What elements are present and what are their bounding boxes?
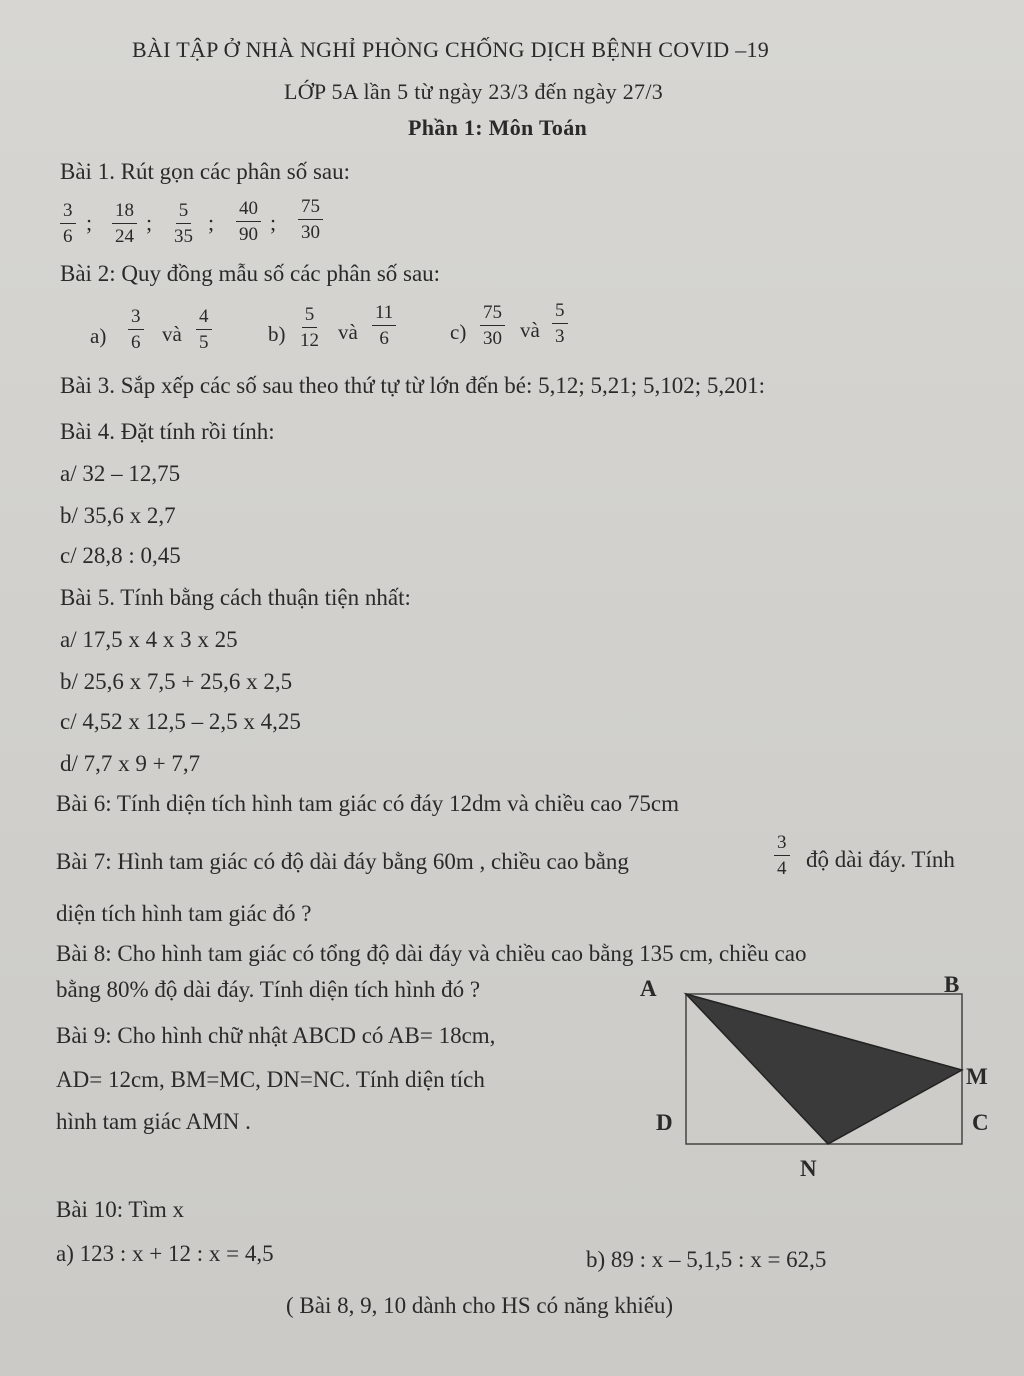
- fraction: $\frac{5}{3}$: [552, 300, 568, 348]
- fraction: $\frac{5}{35}$: [174, 200, 193, 247]
- exercise-4-item-b: b/ 35,6 x 2,7: [60, 503, 176, 528]
- exercise-9-line2: AD= 12cm, BM=MC, DN=NC. Tính diện tích: [56, 1067, 485, 1092]
- separator: ;: [146, 210, 153, 235]
- exercise-5-item-c: c/ 4,52 x 12,5 – 2,5 x 4,25: [60, 709, 301, 734]
- exercise-1-prompt: Bài 1. Rút gọn các phân số sau:: [60, 159, 351, 184]
- fraction: $\frac{18}{24}$: [112, 200, 137, 248]
- separator: ;: [270, 210, 277, 235]
- exercise-9-line1: Bài 9: Cho hình chữ nhật ABCD có AB= 18cm,: [56, 1023, 496, 1048]
- fraction: $\frac{3}{6}$: [128, 306, 144, 354]
- exercise-5-item-a: a/ 17,5 x 4 x 3 x 25: [60, 627, 238, 652]
- exercise-4-item-c: c/ 28,8 : 0,45: [60, 543, 181, 568]
- separator: ;: [86, 210, 93, 235]
- worksheet-title: BÀI TẬP Ở NHÀ NGHỈ PHÒNG CHỐNG DỊCH BỆNH COVID –19: [132, 37, 770, 62]
- exercise-10-item-b: b) 89 : x – 5,1,5 : x = 62,5: [586, 1247, 827, 1272]
- item-label: a): [90, 324, 107, 348]
- item-label: b): [268, 322, 286, 346]
- exercise-5-item-d: d/ 7,7 x 9 + 7,7: [60, 751, 201, 776]
- fraction: $\frac{40}{90}$: [236, 198, 261, 246]
- exercise-3-prompt: Bài 3. Sắp xếp các số sau theo thứ tự từ lớn đến bé: 5,12; 5,21; 5,102; 5,201:: [60, 373, 765, 398]
- vertex-label-n: N: [800, 1156, 817, 1181]
- exercise-8-line2: bằng 80% độ dài đáy. Tính diện tích hình đó ?: [56, 977, 481, 1002]
- exercise-8-line1: Bài 8: Cho hình tam giác có tổng độ dài đáy và chiều cao bằng 135 cm, chiều cao: [56, 941, 807, 966]
- vertex-label-b: B: [944, 972, 960, 997]
- conjunction: và: [338, 320, 358, 344]
- fraction: $\frac{3}{4}$: [774, 832, 790, 880]
- fraction: $\frac{5}{12}$: [300, 304, 319, 351]
- vertex-label-a: A: [640, 976, 657, 1001]
- exercise-5-item-b: b/ 25,6 x 7,5 + 25,6 x 2,5: [60, 669, 293, 694]
- exercise-10-prompt: Bài 10: Tìm x: [56, 1197, 184, 1222]
- exercise-4-item-a: a/ 32 – 12,75: [60, 461, 181, 486]
- exercise-7-text: Bài 7: Hình tam giác có độ dài đáy bằng 60m , chiều cao bằng: [56, 849, 629, 874]
- exercise-9-line3: hình tam giác AMN .: [56, 1109, 251, 1134]
- fraction: $\frac{75}{30}$: [298, 196, 323, 244]
- exercise-10-item-a: a) 123 : x + 12 : x = 4,5: [56, 1241, 274, 1266]
- fraction: $\frac{4}{5}$: [196, 306, 212, 354]
- exercise-4-prompt: Bài 4. Đặt tính rồi tính:: [60, 419, 275, 444]
- separator: ;: [208, 210, 215, 235]
- vertex-label-m: M: [966, 1064, 988, 1089]
- exercise-7-line2: diện tích hình tam giác đó ?: [56, 901, 312, 926]
- fraction: $\frac{75}{30}$: [480, 302, 505, 350]
- part-heading: Phần 1: Môn Toán: [408, 115, 588, 140]
- exercise-7-text-end: độ dài đáy. Tính: [806, 847, 955, 872]
- conjunction: và: [162, 322, 182, 346]
- exercise-6-prompt: Bài 6: Tính diện tích hình tam giác có đáy 12dm và chiều cao 75cm: [56, 791, 679, 816]
- conjunction: và: [520, 318, 540, 342]
- vertex-label-d: D: [656, 1110, 673, 1135]
- footer-note: ( Bài 8, 9, 10 dành cho HS có năng khiếu): [286, 1293, 674, 1318]
- fraction: $\frac{3}{6}$: [60, 200, 76, 248]
- triangle-amn: [686, 994, 962, 1144]
- fraction: $\frac{11}{6}$: [372, 302, 396, 350]
- exercise-5-prompt: Bài 5. Tính bằng cách thuận tiện nhất:: [60, 585, 411, 610]
- exercise-2-prompt: Bài 2: Quy đồng mẫu số các phân số sau:: [60, 261, 441, 286]
- vertex-label-c: C: [972, 1110, 989, 1135]
- item-label: c): [450, 320, 467, 344]
- class-date-line: LỚP 5A lần 5 từ ngày 23/3 đến ngày 27/3: [284, 79, 664, 104]
